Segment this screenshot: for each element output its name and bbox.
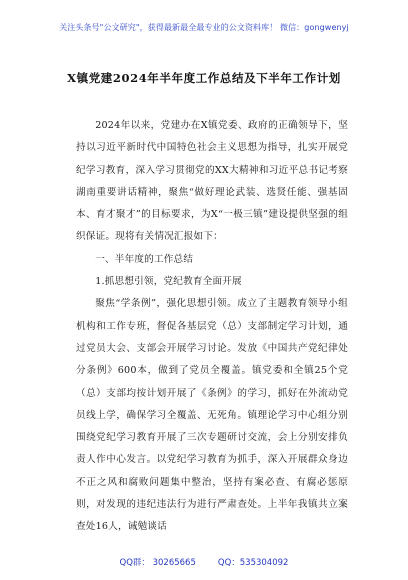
section-heading: 一、半年度的工作总结	[95, 253, 194, 265]
intro-paragraph: 2024年以来，党建办在X镇党委、政府的正确领导下，坚持以习近平新时代中国特色社会主义思想为指导，扎实开展党纪学习教育，深入学习贯彻党的XX大精神和习近平总书记考察湖南重要讲话精神，聚焦“做好理论武装、选贤任能、强基固本、育才聚才”的目标要求，为X“一极三镇”建设提供坚强的组织保证。现将有关情况汇报如下：	[76, 120, 348, 243]
footer-qq: QQ：535304092	[217, 558, 289, 568]
subsection-heading: 1.抓思想引领，党纪教育全面开展	[95, 276, 242, 288]
footer-contact	[0, 556, 408, 568]
footer-qq-group: QQ群： 30265665	[119, 558, 196, 568]
subsection-paragraph: 聚焦“学条例”，强化思想引领。成立了主题教育领导小组机构和工作专班，督促各基层党（总）支部制定学习计划，通过党员大会、支部会开展学习讨论。发放《中国共产党纪律处分条例》600本，做到了党员全覆盖。镇党委和全镇25个党（总）支部均按计划开展了《条例》的学习，抓好在外流动党员线上学，确保学习全覆盖、无死角。镇理论学习中心组分别围绕党纪学习教育开展了三次专题研讨交流，会上分别安排负责人作中心发言。以党纪学习教育为抓手，深入开展群众身边不正之风和腐败问题集中整治，坚持有案必查、有腐必惩原则，对发现的违纪违法行为进行严肃查处。上半年我镇共立案查处16人，诫勉谈话	[76, 298, 348, 533]
document-body	[76, 115, 348, 539]
header-banner: 关注头条号"公文研究"，获得最新最全最专业的公文资料库！ 微信：gongwenyj	[59, 23, 349, 32]
document-title: X镇党建2024年半年度工作总结及下半年工作计划	[67, 71, 341, 85]
